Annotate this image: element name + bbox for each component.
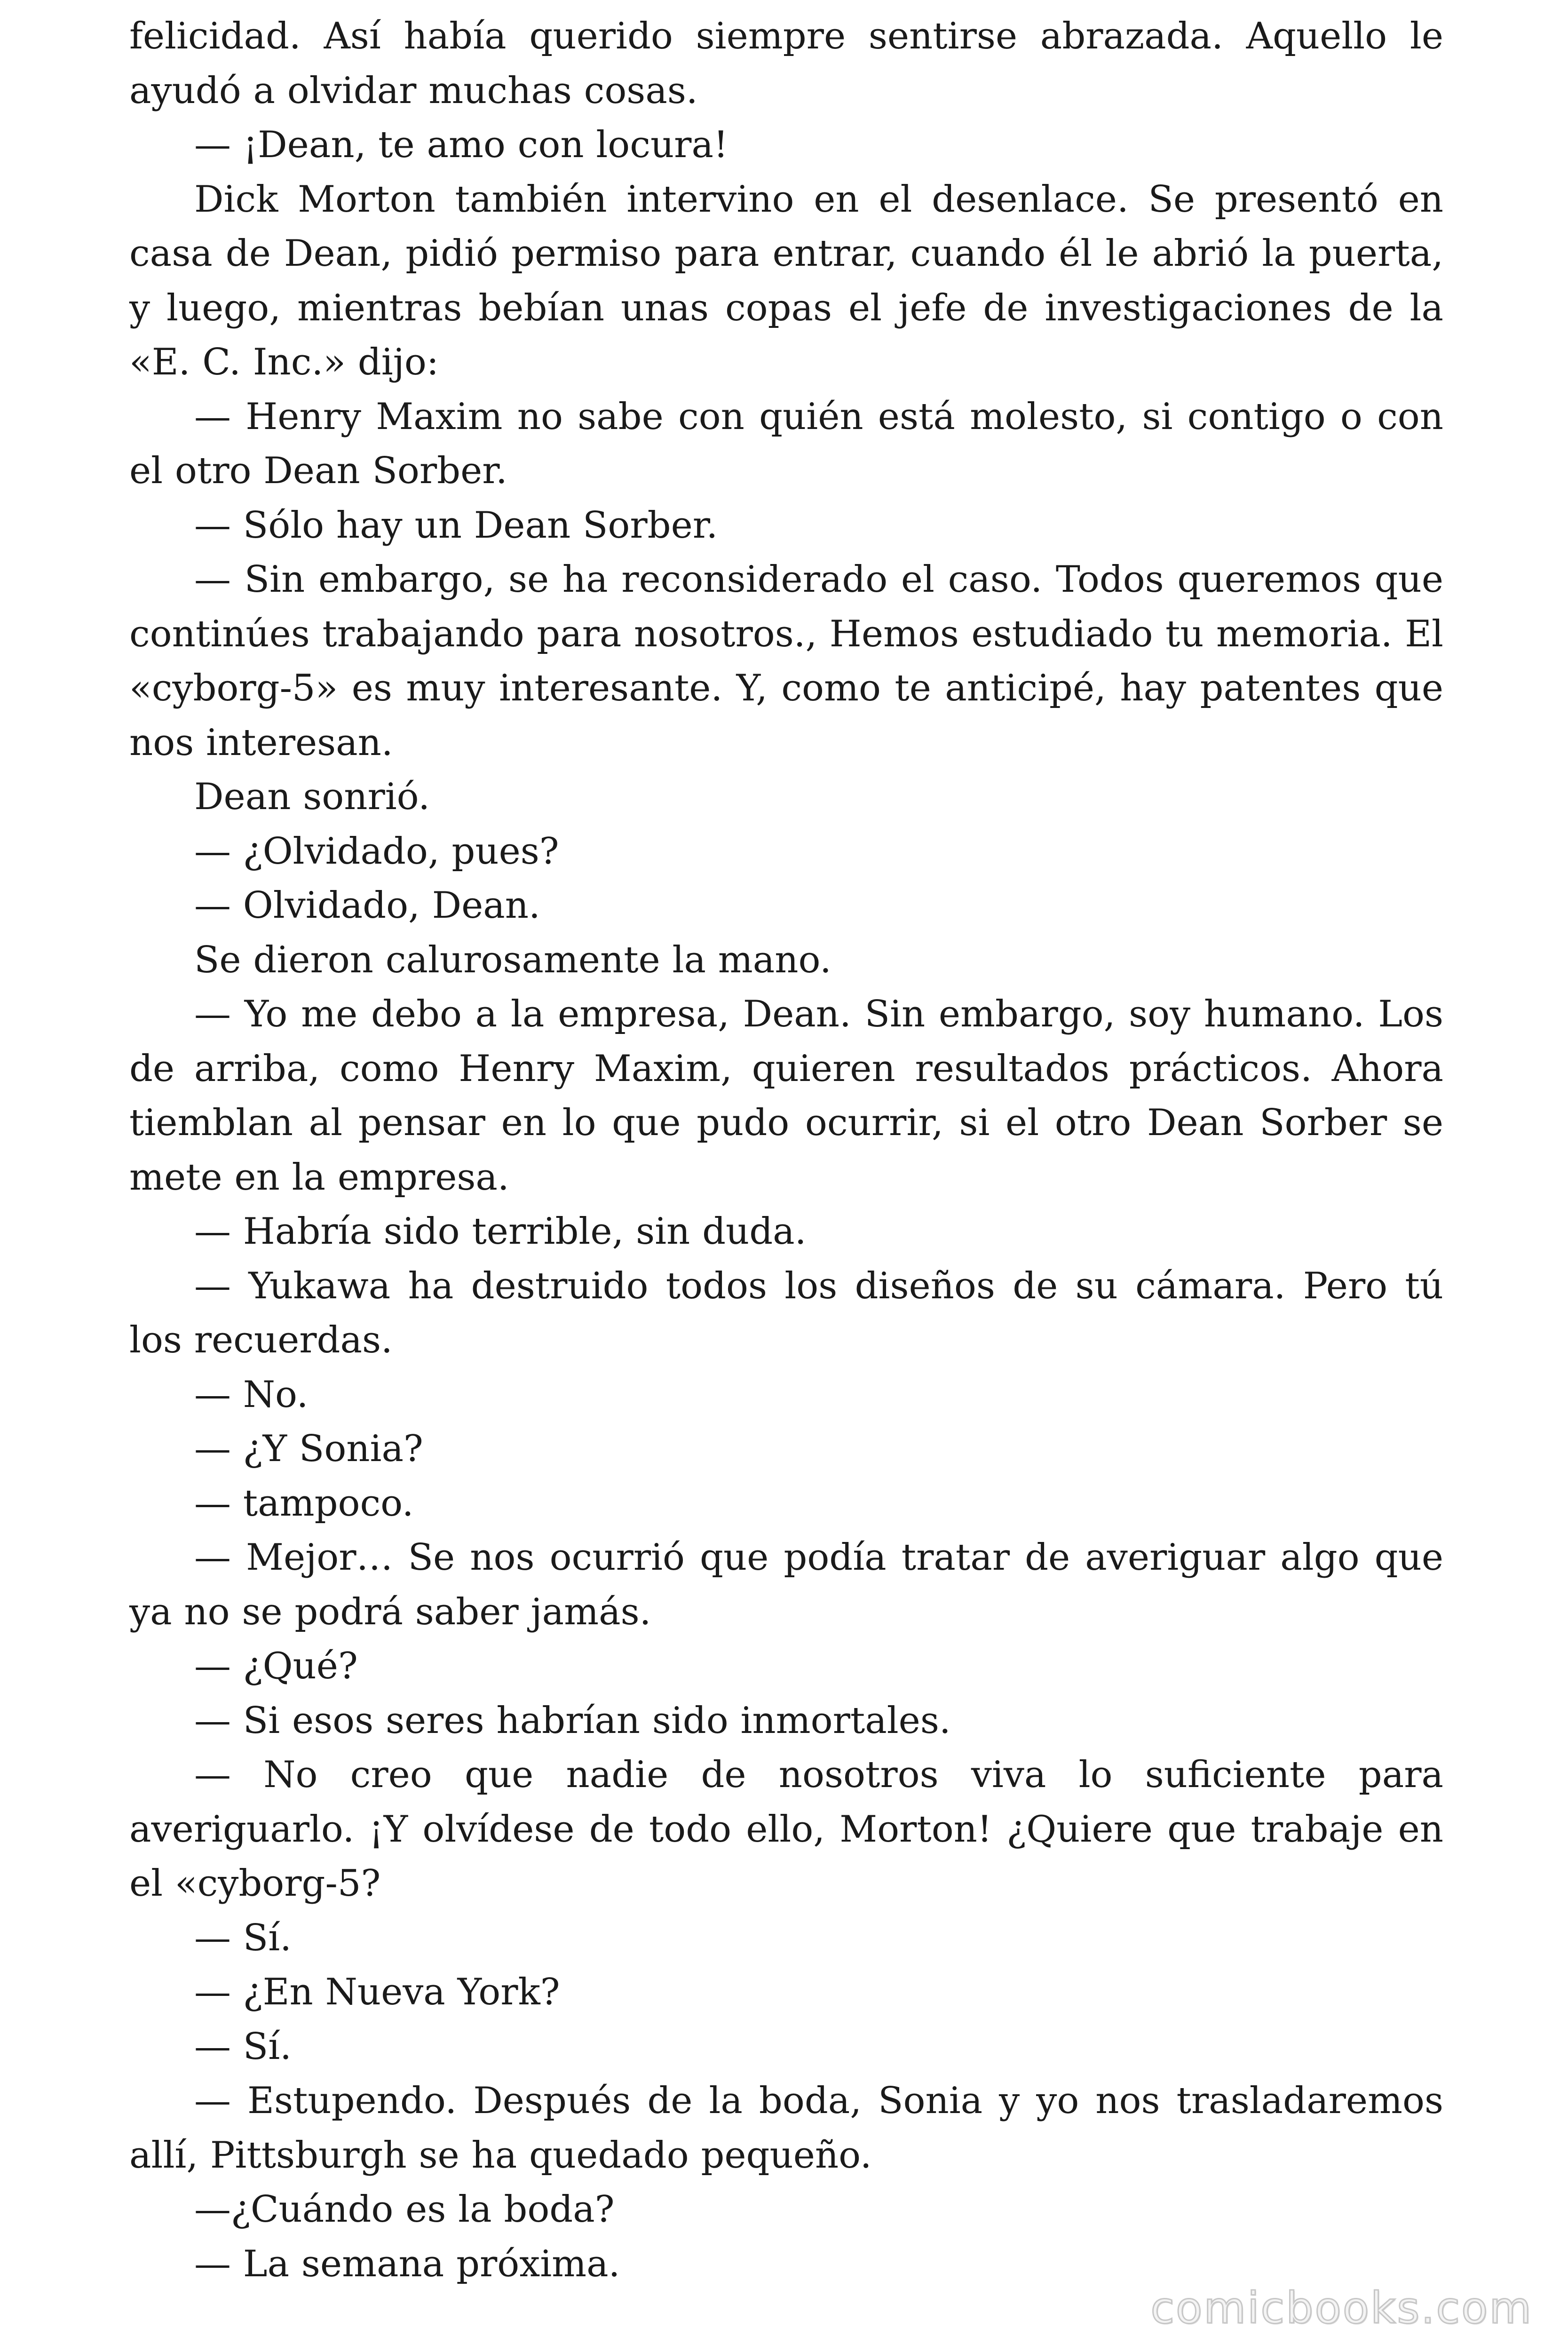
paragraph: — Si esos seres habrían sido inmortales.	[194, 1699, 951, 1742]
paragraph: — ¡Dean, te amo con locura!	[194, 124, 729, 166]
paragraph: — Estupendo. Después de la boda, Sonia y yo nos trasladaremos allí, Pittsburgh se ha quedado pequeño.	[129, 2080, 1443, 2177]
paragraph: — tampoco.	[194, 1482, 414, 1525]
paragraph: felicidad. Así había querido siempre sentirse abrazada. Aquello le ayudó a olvidar muchas cosas.	[129, 15, 1443, 112]
paragraph: — ¿Qué?	[194, 1645, 358, 1687]
paragraph: — Olvidado, Dean.	[194, 884, 540, 927]
paragraph: — ¿Y Sonia?	[194, 1428, 423, 1470]
paragraph: — Sin embargo, se ha reconsiderado el caso. Todos queremos que continúes trabajando para nosotros., Hemos estudiado tu memoria. El «cyborg-5» es muy interesante. Y, como te anticipé, hay patentes que nos interesan.	[129, 558, 1443, 764]
paragraph: — Mejor… Se nos ocurrió que podía tratar de averiguar algo que ya no se podrá saber jamás.	[129, 1536, 1443, 1633]
paragraph: Dean sonrió.	[194, 776, 430, 818]
paragraph: — No.	[194, 1373, 309, 1416]
paragraph: — ¿En Nueva York?	[194, 1971, 560, 2013]
paragraph: — ¿Olvidado, pues?	[194, 830, 559, 873]
paragraph: — No creo que nadie de nosotros viva lo suficiente para averiguarlo. ¡Y olvídese de todo ello, Morton! ¿Quiere que trabaje en el «cyborg-5?	[129, 1754, 1443, 1905]
paragraph: — Sólo hay un Dean Sorber.	[194, 504, 718, 547]
paragraph: — Yukawa ha destruido todos los diseños de su cámara. Pero tú los recuerdas.	[129, 1264, 1443, 1361]
paragraph: — Henry Maxim no sabe con quién está molesto, si contigo o con el otro Dean Sorber.	[129, 395, 1443, 492]
paragraph: Dick Morton también intervino en el desenlace. Se presentó en casa de Dean, pidió permiso para entrar, cuando él le abrió la puerta, y luego, mientras bebían unas copas el jefe de investigaciones de la «E. C. Inc.» dijo:	[129, 178, 1443, 383]
paragraph: — Yo me debo a la empresa, Dean. Sin embargo, soy humano. Los de arriba, como Henry Maxim, quieren resultados prácticos. Ahora tiemblan al pensar en lo que pudo ocurrir, si el otro Dean Sorber se mete en la empresa.	[129, 993, 1443, 1199]
paragraph: —¿Cuándo es la boda?	[194, 2188, 615, 2231]
paragraph: — Sí.	[194, 1916, 292, 1959]
body-text	[129, 9, 1443, 2291]
paragraph: — La semana próxima.	[194, 2242, 620, 2285]
paragraph: — Sí.	[194, 2025, 292, 2068]
paragraph: Se dieron calurosamente la mano.	[194, 938, 832, 981]
paragraph: — Habría sido terrible, sin duda.	[194, 1210, 807, 1253]
watermark: comicbooks.com	[1150, 2283, 1533, 2333]
